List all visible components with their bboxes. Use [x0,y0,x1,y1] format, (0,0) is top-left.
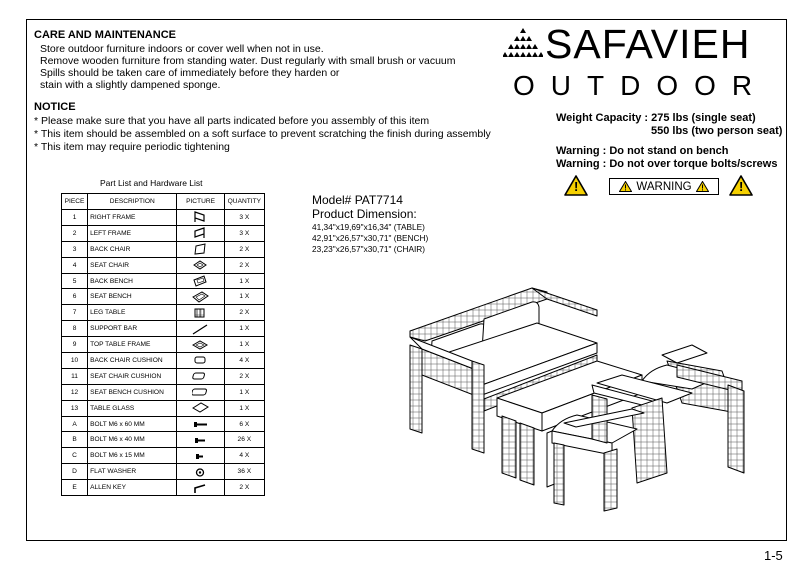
seat-bench-icon [192,290,209,304]
piece-cell: 7 [62,305,88,321]
table-row [62,368,265,384]
table-row [62,416,265,432]
description-cell: BOLT M6 x 60 MM [88,416,177,432]
picture-cell [177,368,224,384]
piece-cell: A [62,416,88,432]
seat-bench-cushion-icon [192,385,209,399]
dimension-bench: 42,91"x26,57"x30,71" (BENCH) [312,233,429,243]
picture-cell [177,210,224,226]
parts-table [61,193,265,496]
quantity-cell: 36 X [224,464,264,480]
description-cell: SEAT BENCH [88,289,177,305]
picture-cell [177,273,224,289]
table-row [62,321,265,337]
model-number: Model# PAT7714 [312,193,403,207]
picture-cell [177,400,224,416]
description-cell: SEAT BENCH CUSHION [88,384,177,400]
left-frame-icon [192,226,209,240]
warning-line-2: Warning : Do not over torque bolts/screws [556,158,778,170]
table-row [62,241,265,257]
back-bench-icon [192,274,209,288]
col-description: DESCRIPTION [88,194,177,210]
description-cell: LEG TABLE [88,305,177,321]
quantity-cell: 4 X [224,353,264,369]
piece-cell: 11 [62,368,88,384]
piece-cell: E [62,480,88,496]
care-line: Store outdoor furniture indoors or cover well when not in use. [40,43,324,55]
care-line: stain with a slightly dampened sponge. [40,79,221,91]
seat-chair-icon [192,258,209,272]
table-row [62,432,265,448]
piece-cell: 9 [62,337,88,353]
warning-small-icon [619,181,632,192]
bolt-60-icon [192,417,209,431]
description-cell: LEFT FRAME [88,225,177,241]
warning-triangle-icon [729,175,753,201]
description-cell: RIGHT FRAME [88,210,177,226]
quantity-cell: 1 X [224,337,264,353]
piece-cell: 13 [62,400,88,416]
description-cell: ALLEN KEY [88,480,177,496]
picture-cell [177,464,224,480]
description-cell: BOLT M6 x 40 MM [88,432,177,448]
description-cell: SUPPORT BAR [88,321,177,337]
piece-cell: D [62,464,88,480]
col-piece: PIECE [62,194,88,210]
warning-small-icon [696,181,709,192]
care-heading: CARE AND MAINTENANCE [34,29,176,41]
bolt-40-icon [192,433,209,447]
piece-cell: C [62,448,88,464]
picture-cell [177,448,224,464]
care-line: Remove wooden furniture from standing water. Dust regularly with small brush or vacuum [40,55,456,67]
warning-line-1: Warning : Do not stand on bench [556,145,729,157]
picture-cell [177,337,224,353]
table-row [62,480,265,496]
table-row [62,337,265,353]
quantity-cell: 3 X [224,225,264,241]
quantity-cell: 1 X [224,321,264,337]
piece-cell: 8 [62,321,88,337]
quantity-cell: 2 X [224,257,264,273]
table-row [62,384,265,400]
quantity-cell: 3 X [224,210,264,226]
table-row [62,273,265,289]
brand-logo-icon [503,26,543,67]
description-cell: SEAT CHAIR [88,257,177,273]
warning-badge [609,178,719,195]
picture-cell [177,305,224,321]
description-cell: BACK CHAIR [88,241,177,257]
picture-cell [177,480,224,496]
warning-sign: ! [574,179,579,194]
notice-line: * This item should be assembled on a soft surface to prevent scratching the finish during assembly [34,128,491,140]
seat-chair-cushion-icon [192,369,209,383]
description-cell: BOLT M6 x 15 MM [88,448,177,464]
piece-cell: 6 [62,289,88,305]
warning-triangle-icon [564,175,588,201]
furniture-set-illustration [392,283,782,518]
brand-sub: OUTDOOR [513,70,769,101]
page-number: 1-5 [764,548,783,563]
table-glass-icon [192,401,209,415]
warning-sign: ! [739,179,744,194]
piece-cell: 2 [62,225,88,241]
quantity-cell: 2 X [224,305,264,321]
piece-cell: 10 [62,353,88,369]
piece-cell: 1 [62,210,88,226]
notice-heading: NOTICE [34,101,76,113]
parts-title: Part List and Hardware List [100,178,203,188]
weight-capacity-2: 550 lbs (two person seat) [651,125,783,137]
back-chair-icon [192,242,209,256]
leg-table-icon [192,306,209,320]
right-frame-icon [192,210,209,224]
dimension-table: 41,34"x19,69"x16,34" (TABLE) [312,222,425,232]
col-quantity: QUANTITY [224,194,264,210]
description-cell: TABLE GLASS [88,400,177,416]
table-header-row [62,194,265,210]
description-cell: FLAT WASHER [88,464,177,480]
quantity-cell: 1 X [224,384,264,400]
table-row [62,448,265,464]
piece-cell: B [62,432,88,448]
quantity-cell: 4 X [224,448,264,464]
quantity-cell: 26 X [224,432,264,448]
col-picture: PICTURE [177,194,224,210]
table-row [62,305,265,321]
notice-line: * This item may require periodic tightening [34,141,230,153]
allen-key-icon [192,481,209,495]
notice-line: * Please make sure that you have all parts indicated before you assembly of this item [34,115,430,127]
quantity-cell: 1 X [224,400,264,416]
back-chair-cushion-icon [192,353,209,367]
picture-cell [177,384,224,400]
top-table-frame-icon [192,338,209,352]
table-row [62,289,265,305]
picture-cell [177,225,224,241]
picture-cell [177,416,224,432]
quantity-cell: 1 X [224,289,264,305]
table-row [62,464,265,480]
quantity-cell: 6 X [224,416,264,432]
table-row [62,400,265,416]
washer-icon [192,465,209,479]
weight-capacity: Weight Capacity : 275 lbs (single seat) [556,112,756,124]
picture-cell [177,241,224,257]
dimension-label: Product Dimension: [312,207,417,221]
picture-cell [177,257,224,273]
warning-badge-label: WARNING [636,180,692,193]
support-bar-icon [192,322,209,336]
quantity-cell: 1 X [224,273,264,289]
brand-name: SAFAVIEH [545,21,751,67]
piece-cell: 3 [62,241,88,257]
table-row [62,257,265,273]
description-cell: TOP TABLE FRAME [88,337,177,353]
piece-cell: 12 [62,384,88,400]
picture-cell [177,321,224,337]
picture-cell [177,432,224,448]
table-row [62,353,265,369]
picture-cell [177,353,224,369]
piece-cell: 5 [62,273,88,289]
description-cell: BACK CHAIR CUSHION [88,353,177,369]
table-row [62,225,265,241]
quantity-cell: 2 X [224,480,264,496]
piece-cell: 4 [62,257,88,273]
notice-text [34,115,491,154]
description-cell: BACK BENCH [88,273,177,289]
care-line: Spills should be taken care of immediately before they harden or [40,67,340,79]
quantity-cell: 2 X [224,241,264,257]
picture-cell [177,289,224,305]
dimension-chair: 23,23"x26,57"x30,71" (CHAIR) [312,244,426,254]
care-text [40,43,456,91]
table-row [62,210,265,226]
description-cell: SEAT CHAIR CUSHION [88,368,177,384]
bolt-15-icon [192,449,209,463]
quantity-cell: 2 X [224,368,264,384]
